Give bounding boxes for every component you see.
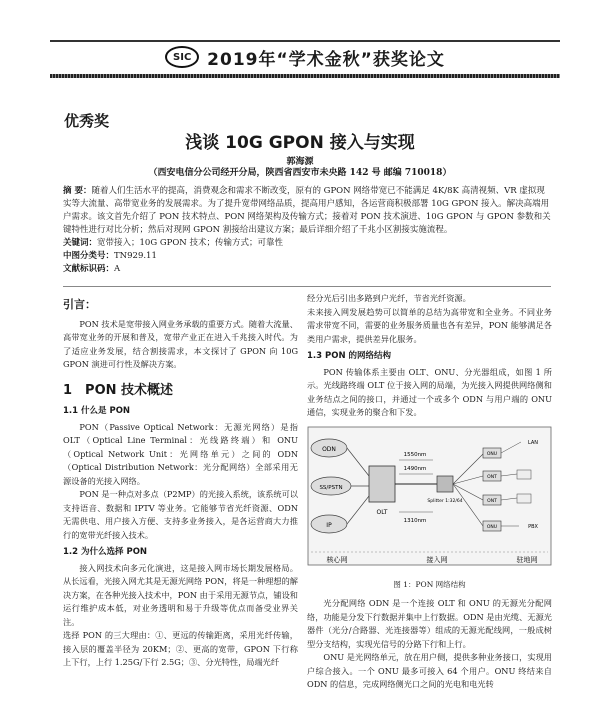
paragraph: 选择 PON 的三大理由：①、更远的传输距离，采用光纤传输，接入层的覆盖半径为 20KM；②、更高的宽带，GPON 下行称上下行，上行 1.25G/下行 2.5G；③、分光特性，局端光纤: [63, 630, 298, 667]
ss-pstn-label: SS/PSTN: [319, 484, 343, 491]
pon-diagram: [307, 426, 552, 576]
access-network-label: 接入网: [426, 555, 448, 564]
onu-label: ONU: [486, 524, 498, 530]
abstract-divider: [63, 286, 551, 287]
intro-paragraph: PON 技术是宽带接入网业务承载的重要方式。随着大流量、高带宽业务的开展和普及，宽带产业正在进入千兆接入时代。为了适应业务发展，结合割接需求，本文探讨了 GPON 向 10G GPON 演进可行性及解决方案。: [63, 318, 298, 369]
splitter: [437, 476, 453, 492]
header-banner: [50, 40, 560, 74]
paragraph: ONU 是光网络单元，放在用户侧，提供多种业务接口，实现用户综合接入。一个 ONU 最多可接入 64 个用户。ONU 终结来自 ODN 的信息，完成网络侧光口之间的光电和电光转: [307, 652, 552, 689]
banner-rule-bottom: [50, 74, 560, 78]
journal-logo: SIC: [165, 46, 199, 68]
olt-label: OLT: [376, 508, 388, 516]
document-code: [63, 263, 551, 276]
phone-icon: [517, 494, 531, 503]
award-category: 优秀奖: [64, 112, 110, 130]
intro-heading: 引言：: [63, 298, 96, 311]
abstract-text: 随着人们生活水平的提高，消费观念和需求不断改变，原有的 GPON 网络带宽已不能满足 4K/8K 高清视频、VR 虚拟现实等大流量、高带宽业务的发展需求。为了提升宽带网络品质，提高用户感知，各运营商积极部署 10G GPON 接入。解决高端用户需求。该文首先介绍了 PON 技术特点、PON 网络架构及传输方式；接着对 PON 技术演进、10G GPON 与 GPON 参数和关键特性进行对比分析；然后对现网 GPON 割接给出建议方案；最后详细介绍了千兆小区割接实施流程。: [63, 186, 551, 235]
paragraph: PON（Passive Optical Network：无源光网络）是指 OLT（Optical Line Terminal：光线路终端）和 ONU（Optical Network Unit：光网络单元）之间的 ODN（Optical Distribution Network：光分配网络）全部采用无源设备的光接入网络。: [63, 421, 298, 486]
wavelength-1490: 1490nm: [403, 465, 427, 472]
section-1-heading: 1 PON 技术概述: [63, 382, 174, 398]
wavelength-1310: 1310nm: [403, 517, 427, 524]
section-1-2-heading: 1.2 为什么选择 PON: [63, 547, 148, 557]
paragraph: 光分配网络 ODN 是一个连接 OLT 和 ONU 的无源光分配网络，功能是分发下行数据并集中上行数据。ODN 是由光缆、无源光器件（光分/合路器、光连接器等）组成的无源光配线网，一般成树型分支结构，实现光信号的分路下行和上行。: [307, 598, 552, 649]
figure-caption: 图 1：PON 网络结构: [393, 579, 466, 589]
doc-code-label: 文献标识码：: [63, 264, 115, 274]
pbx-label: PBX: [528, 523, 538, 530]
abstract-label: 摘 要：: [63, 186, 92, 196]
clc-text: TN929.11: [114, 251, 157, 261]
premises-network-label: 驻地网: [516, 555, 538, 564]
wavelength-1550: 1550nm: [403, 451, 427, 458]
pon-architecture-figure: [307, 426, 552, 576]
left-column: [63, 292, 298, 670]
lan-label: LAN: [527, 439, 539, 446]
splitter-label: Splitter 1:32/64: [427, 498, 463, 504]
ont-label: ONT: [487, 474, 497, 480]
paper-title: 浅谈 10G GPON 接入与实现: [185, 133, 415, 153]
paragraph: PON 传输体系主要由 OLT、ONU、分光器组成，如图 1 所示。光线路终端 OLT 位于接入网的局端，为光接入网提供网络侧和业务结点之间的接口，并通过一个或多个 ODN 与用户端的 ONU 通信，实现业务的聚合和下发。: [307, 366, 552, 417]
clc-number: [63, 250, 551, 263]
paragraph: PON 是一种点对多点（P2MP）的光接入系统，该系统可以支持语音、数据和 IPTV 等业务。它能够节省光纤资源、ODN 无需供电、用户接入方便、支持多业务接入，是各运营商大力推行的宽带光纤接入技术。: [63, 489, 298, 540]
ip-label: IP: [326, 521, 332, 529]
paragraph: 接入网技术向多元化演进，这是接入网市场长期发展格局。从长远看，光接入网尤其是无源光网络 PON，将是一种理想的解决方案，在各种光接入技术中，PON 由于采用无源节点，铺设和运行维护成本低，对业务透明和易于升级等优点而备受业界关注。: [63, 562, 298, 627]
section-1-1-heading: 1.1 什么是 PON: [63, 406, 131, 416]
abstract-block: [63, 185, 551, 276]
keywords: [63, 237, 551, 250]
clc-label: 中图分类号：: [63, 251, 115, 261]
abstract: [63, 185, 551, 237]
ont-label: ONT: [487, 498, 497, 504]
keywords-label: 关键词：: [63, 238, 98, 248]
banner-title: 2019年“学术金秋”获奖论文: [207, 49, 445, 70]
onu-label: ONU: [486, 451, 498, 457]
paragraph: 未来接入网发展趋势可以简单的总结为高带宽和全业务。不同业务需求带宽不同，需要的业务服务质量也各有差异，PON 能够满足各类用户需求，提供差异化服务。: [307, 306, 552, 344]
odn-label: ODN: [322, 445, 336, 453]
right-column: [307, 292, 552, 692]
doc-code-text: A: [114, 264, 121, 274]
olt-device: [369, 466, 395, 502]
computer-icon: [517, 470, 531, 479]
affiliation: （西安电信分公司经开分局，陕西省西安市未央路 142 号 邮编 710018）: [148, 168, 452, 178]
author: 郭海源: [286, 157, 314, 167]
core-network-label: 核心网: [326, 555, 348, 564]
paragraph: 经分光后引出多路到户光纤，节省光纤资源。: [307, 293, 471, 303]
keywords-text: 宽带接入；10G GPON 技术；传输方式；可靠性: [97, 238, 283, 248]
section-1-3-heading: 1.3 PON 的网络结构: [307, 351, 392, 361]
